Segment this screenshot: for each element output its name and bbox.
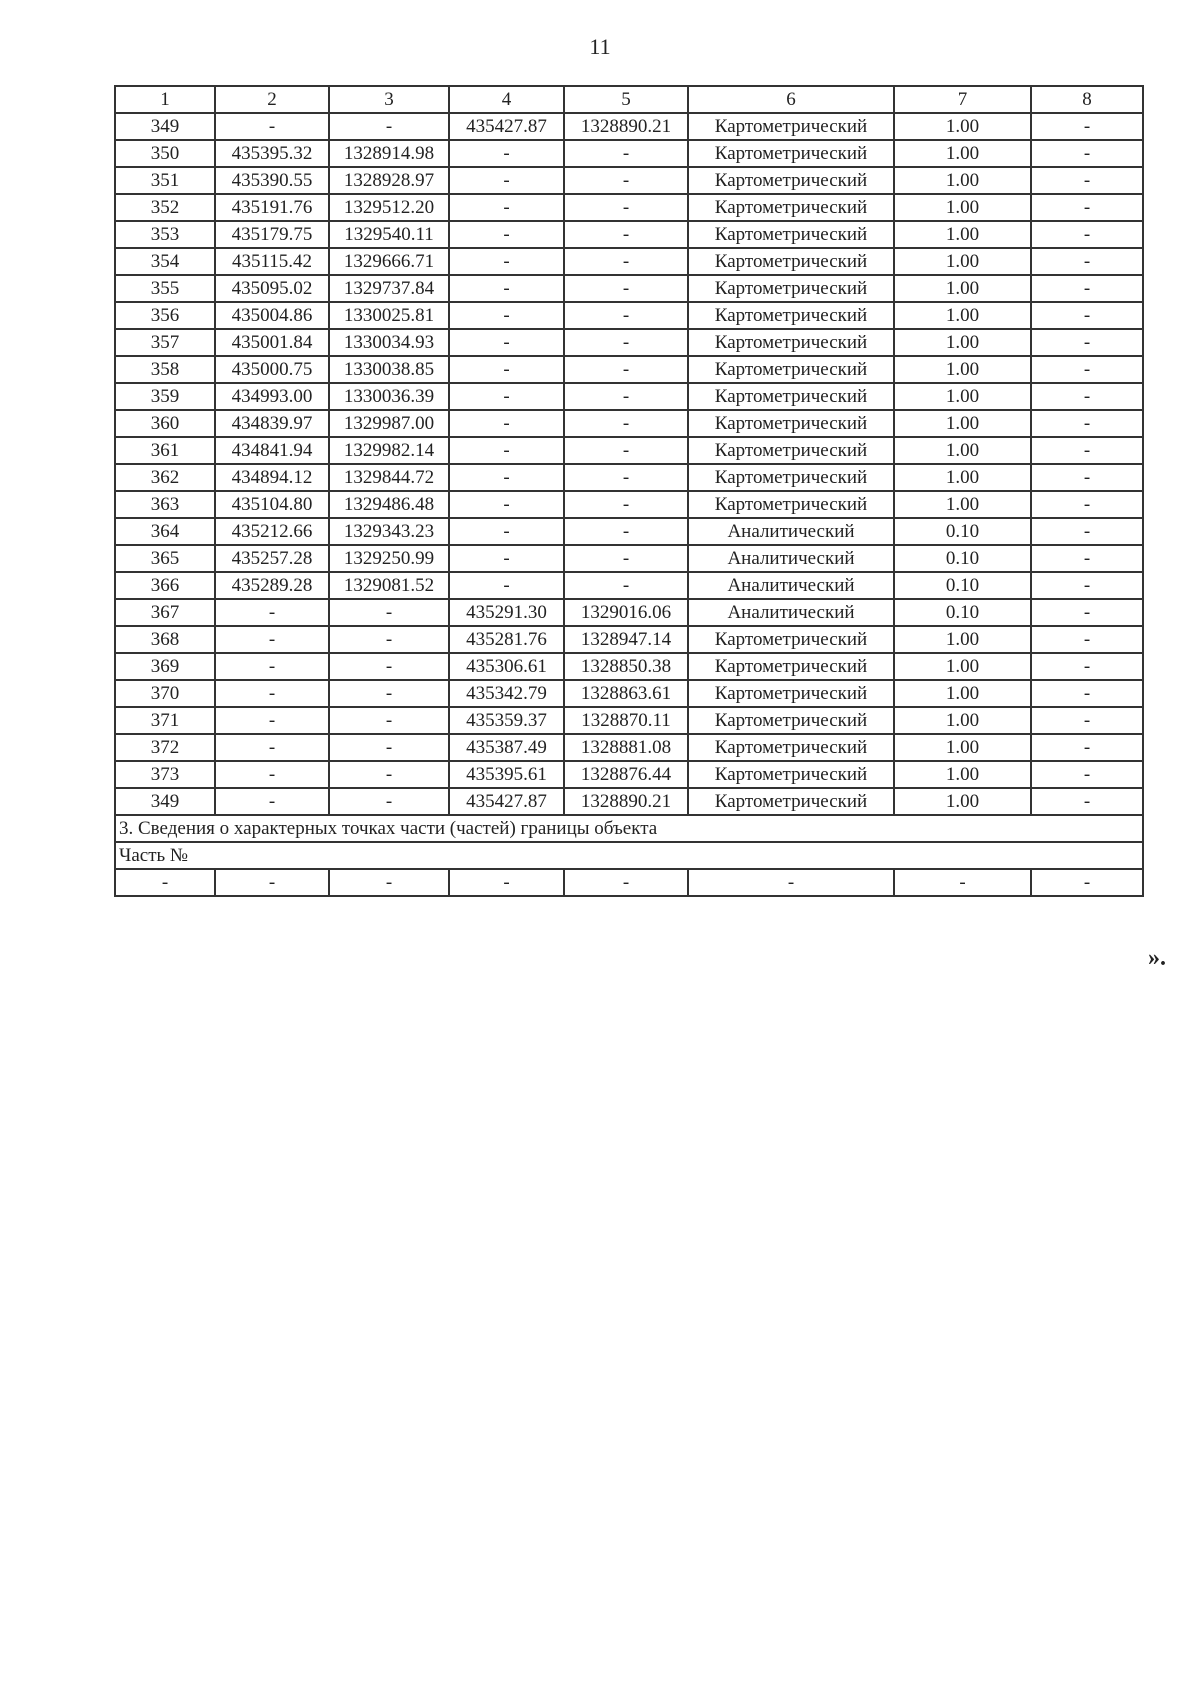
table-cell: Аналитический [688,572,894,599]
table-cell: 364 [115,518,215,545]
table-cell: 1329844.72 [329,464,449,491]
table-cell: 1328890.21 [564,113,688,140]
table-cell: - [449,329,564,356]
table-cell: 1329250.99 [329,545,449,572]
table-cell: Картометрический [688,626,894,653]
table-cell: - [329,113,449,140]
table-cell: 1.00 [894,221,1031,248]
table-cell: - [449,383,564,410]
table-cell: 435359.37 [449,707,564,734]
table-cell: - [1031,167,1143,194]
table-cell: 0.10 [894,599,1031,626]
table-cell: 356 [115,302,215,329]
table-cell: 1328947.14 [564,626,688,653]
table-cell: 435179.75 [215,221,329,248]
table-cell: - [1031,491,1143,518]
table-cell: 1.00 [894,356,1031,383]
table-cell: 1329081.52 [329,572,449,599]
table-cell: - [449,275,564,302]
table-cell: 366 [115,572,215,599]
table-row [115,518,1143,545]
table-cell: 435427.87 [449,788,564,815]
table-cell: 1.00 [894,734,1031,761]
table-cell: 1328863.61 [564,680,688,707]
table-row [115,275,1143,302]
table-cell: - [1031,545,1143,572]
table-cell: 435281.76 [449,626,564,653]
table-row [115,761,1143,788]
table-cell: - [1031,383,1143,410]
table-cell: 1.00 [894,194,1031,221]
table-row [115,545,1143,572]
table-cell: - [449,221,564,248]
table-cell: Аналитический [688,599,894,626]
table-cell: 435289.28 [215,572,329,599]
table-cell: - [449,491,564,518]
table-cell: - [215,113,329,140]
table-cell: 350 [115,140,215,167]
table-cell: - [564,383,688,410]
table-cell: - [215,653,329,680]
table-cell: - [1031,248,1143,275]
table-row [115,572,1143,599]
table-cell: 1.00 [894,491,1031,518]
part-label: Часть № [115,842,1143,869]
table-cell: - [449,167,564,194]
table-cell: - [1031,518,1143,545]
table-row [115,356,1143,383]
header-row [115,86,1143,113]
table-cell: - [564,437,688,464]
table-cell: 435395.32 [215,140,329,167]
table-cell: - [564,356,688,383]
table-cell: 354 [115,248,215,275]
table-row [115,383,1143,410]
table-cell: 371 [115,707,215,734]
table-cell: 369 [115,653,215,680]
table-cell: - [564,329,688,356]
table-cell: 1328850.38 [564,653,688,680]
table-cell: Картометрический [688,113,894,140]
table-cell: Картометрический [688,248,894,275]
table-cell: 1329512.20 [329,194,449,221]
table-cell: - [1031,275,1143,302]
table-row [115,788,1143,815]
header-cell: 1 [115,86,215,113]
table-cell: 1329343.23 [329,518,449,545]
table-cell: - [449,437,564,464]
table-row [115,329,1143,356]
table-row [115,464,1143,491]
table-cell: - [564,302,688,329]
table-cell: - [449,356,564,383]
table-cell: 1328876.44 [564,761,688,788]
table-cell: 1.00 [894,140,1031,167]
table-cell: 360 [115,410,215,437]
table-cell: Картометрический [688,275,894,302]
table-cell: - [449,572,564,599]
table-cell: - [215,734,329,761]
table-cell: - [329,734,449,761]
table-cell: 434894.12 [215,464,329,491]
table-cell: Картометрический [688,437,894,464]
table-cell: 1330036.39 [329,383,449,410]
table-cell: - [564,572,688,599]
table-row [115,599,1143,626]
table-cell: 358 [115,356,215,383]
table-cell: 435115.42 [215,248,329,275]
table-cell: 1.00 [894,167,1031,194]
table-cell: - [329,788,449,815]
table-cell: - [215,599,329,626]
table-cell: - [215,761,329,788]
table-cell: 1328890.21 [564,788,688,815]
table-row [115,167,1143,194]
table-cell: - [329,707,449,734]
table-cell: - [1031,221,1143,248]
table-cell: 1329737.84 [329,275,449,302]
table-cell: - [215,626,329,653]
table-cell: 0.10 [894,545,1031,572]
table-cell: - [1031,707,1143,734]
table-cell: - [1031,761,1143,788]
table-cell: 357 [115,329,215,356]
table-cell: 1330034.93 [329,329,449,356]
table-cell: 1329987.00 [329,410,449,437]
table-cell: - [1031,599,1143,626]
empty-cell: - [894,869,1031,896]
table-cell: 349 [115,113,215,140]
section-title: 3. Сведения о характерных точках части (частей) границы объекта [115,815,1143,842]
table-cell: 368 [115,626,215,653]
table-cell: - [449,248,564,275]
table-cell: 435191.76 [215,194,329,221]
table-cell: - [564,167,688,194]
table-cell: - [564,545,688,572]
table-cell: 352 [115,194,215,221]
table-cell: 435095.02 [215,275,329,302]
table-cell: 1329666.71 [329,248,449,275]
table-cell: Картометрический [688,761,894,788]
table-cell: Картометрический [688,194,894,221]
empty-cell: - [564,869,688,896]
table-cell: Картометрический [688,356,894,383]
header-cell: 6 [688,86,894,113]
table-cell: - [1031,140,1143,167]
table-row [115,410,1143,437]
table-cell: 1.00 [894,437,1031,464]
empty-part-row [115,869,1143,896]
table-cell: - [1031,572,1143,599]
table-cell: 1328914.98 [329,140,449,167]
table-cell: 1328928.97 [329,167,449,194]
table-row [115,194,1143,221]
table-cell: 1.00 [894,761,1031,788]
table-cell: - [1031,194,1143,221]
table-cell: - [1031,302,1143,329]
table-cell: 435427.87 [449,113,564,140]
table-row [115,707,1143,734]
table-cell: 370 [115,680,215,707]
table-cell: - [215,680,329,707]
table-cell: Картометрический [688,680,894,707]
closing-quote: ». [1148,945,1166,971]
table-row [115,221,1143,248]
table-cell: - [564,410,688,437]
table-cell: - [1031,680,1143,707]
table-cell: 435104.80 [215,491,329,518]
table-cell: 434839.97 [215,410,329,437]
table-cell: 1328870.11 [564,707,688,734]
table-cell: - [1031,788,1143,815]
table-cell: - [1031,329,1143,356]
table-cell: - [1031,113,1143,140]
header-cell: 3 [329,86,449,113]
table-cell: 351 [115,167,215,194]
table-cell: 1.00 [894,302,1031,329]
table-cell: 1330025.81 [329,302,449,329]
table-cell: - [329,680,449,707]
empty-cell: - [1031,869,1143,896]
table-cell: - [449,464,564,491]
table-cell: 435001.84 [215,329,329,356]
table-cell: Картометрический [688,329,894,356]
table-row [115,248,1143,275]
table-row [115,140,1143,167]
table-cell: - [564,194,688,221]
table-row [115,626,1143,653]
table-cell: 434841.94 [215,437,329,464]
table-cell: 1.00 [894,275,1031,302]
table-cell: Картометрический [688,707,894,734]
table-cell: 1.00 [894,383,1031,410]
table-cell: 1.00 [894,626,1031,653]
header-cell: 2 [215,86,329,113]
empty-cell: - [688,869,894,896]
table-cell: Картометрический [688,491,894,518]
table-cell: 435000.75 [215,356,329,383]
header-cell: 7 [894,86,1031,113]
table-cell: - [564,491,688,518]
table-cell: Картометрический [688,734,894,761]
table-cell: 1.00 [894,248,1031,275]
table-cell: 1.00 [894,653,1031,680]
table-cell: 365 [115,545,215,572]
table-cell: 362 [115,464,215,491]
table-cell: 1330038.85 [329,356,449,383]
table-cell: - [1031,626,1143,653]
table-cell: 1.00 [894,410,1031,437]
table-row [115,302,1143,329]
table-row [115,680,1143,707]
table-cell: 435257.28 [215,545,329,572]
table-cell: - [449,518,564,545]
table-cell: - [215,788,329,815]
table-row [115,734,1143,761]
table-cell: 361 [115,437,215,464]
table-row [115,491,1143,518]
table-cell: 355 [115,275,215,302]
table-cell: - [449,545,564,572]
empty-cell: - [329,869,449,896]
table-cell: 1329540.11 [329,221,449,248]
table-cell: 373 [115,761,215,788]
table-cell: 435387.49 [449,734,564,761]
table-cell: 1.00 [894,113,1031,140]
table-row [115,653,1143,680]
table-cell: 435395.61 [449,761,564,788]
table-cell: 1329486.48 [329,491,449,518]
table-cell: - [329,761,449,788]
table-cell: 435390.55 [215,167,329,194]
table-row [115,113,1143,140]
table-cell: - [1031,356,1143,383]
table-cell: - [564,140,688,167]
table-cell: 367 [115,599,215,626]
table-cell: 353 [115,221,215,248]
empty-cell: - [115,869,215,896]
table-cell: - [1031,734,1143,761]
table-cell: 1329016.06 [564,599,688,626]
table-cell: - [449,140,564,167]
table-cell: 1328881.08 [564,734,688,761]
table-cell: 434993.00 [215,383,329,410]
table-cell: 359 [115,383,215,410]
table-cell: 1.00 [894,680,1031,707]
empty-cell: - [449,869,564,896]
header-cell: 8 [1031,86,1143,113]
table-cell: Картометрический [688,410,894,437]
table-cell: - [1031,437,1143,464]
table-cell: - [329,626,449,653]
table-cell: 1.00 [894,464,1031,491]
table-cell: 0.10 [894,572,1031,599]
table-cell: - [215,707,329,734]
empty-cell: - [215,869,329,896]
table-cell: 435342.79 [449,680,564,707]
table-cell: - [564,248,688,275]
section-title-row [115,815,1143,842]
table-cell: Картометрический [688,221,894,248]
table-cell: - [564,464,688,491]
table-cell: - [449,302,564,329]
table-cell: 1.00 [894,329,1031,356]
table-cell: Картометрический [688,383,894,410]
table-cell: 1.00 [894,707,1031,734]
table-row [115,437,1143,464]
table-cell: Картометрический [688,140,894,167]
part-label-row [115,842,1143,869]
table-cell: 1329982.14 [329,437,449,464]
table-cell: - [449,194,564,221]
table-cell: 363 [115,491,215,518]
table-body [115,113,1143,815]
table-cell: Картометрический [688,464,894,491]
table-cell: - [564,221,688,248]
table-cell: 435212.66 [215,518,329,545]
header-cell: 4 [449,86,564,113]
table-cell: - [1031,410,1143,437]
table-cell: - [564,518,688,545]
table-cell: 1.00 [894,788,1031,815]
table-cell: Картометрический [688,788,894,815]
table-cell: Аналитический [688,545,894,572]
table-cell: Картометрический [688,302,894,329]
table-cell: 372 [115,734,215,761]
table-cell: - [564,275,688,302]
table-cell: Картометрический [688,167,894,194]
table-cell: - [1031,464,1143,491]
table-cell: 435291.30 [449,599,564,626]
header-cell: 5 [564,86,688,113]
boundary-points-table [114,85,1144,897]
table-cell: Аналитический [688,518,894,545]
table-cell: - [329,653,449,680]
table-cell: 349 [115,788,215,815]
table-cell: 435004.86 [215,302,329,329]
table-cell: Картометрический [688,653,894,680]
table-cell: 0.10 [894,518,1031,545]
table-cell: - [449,410,564,437]
table-cell: 435306.61 [449,653,564,680]
table-cell: - [1031,653,1143,680]
table-cell: - [329,599,449,626]
page-number: 11 [589,34,611,59]
